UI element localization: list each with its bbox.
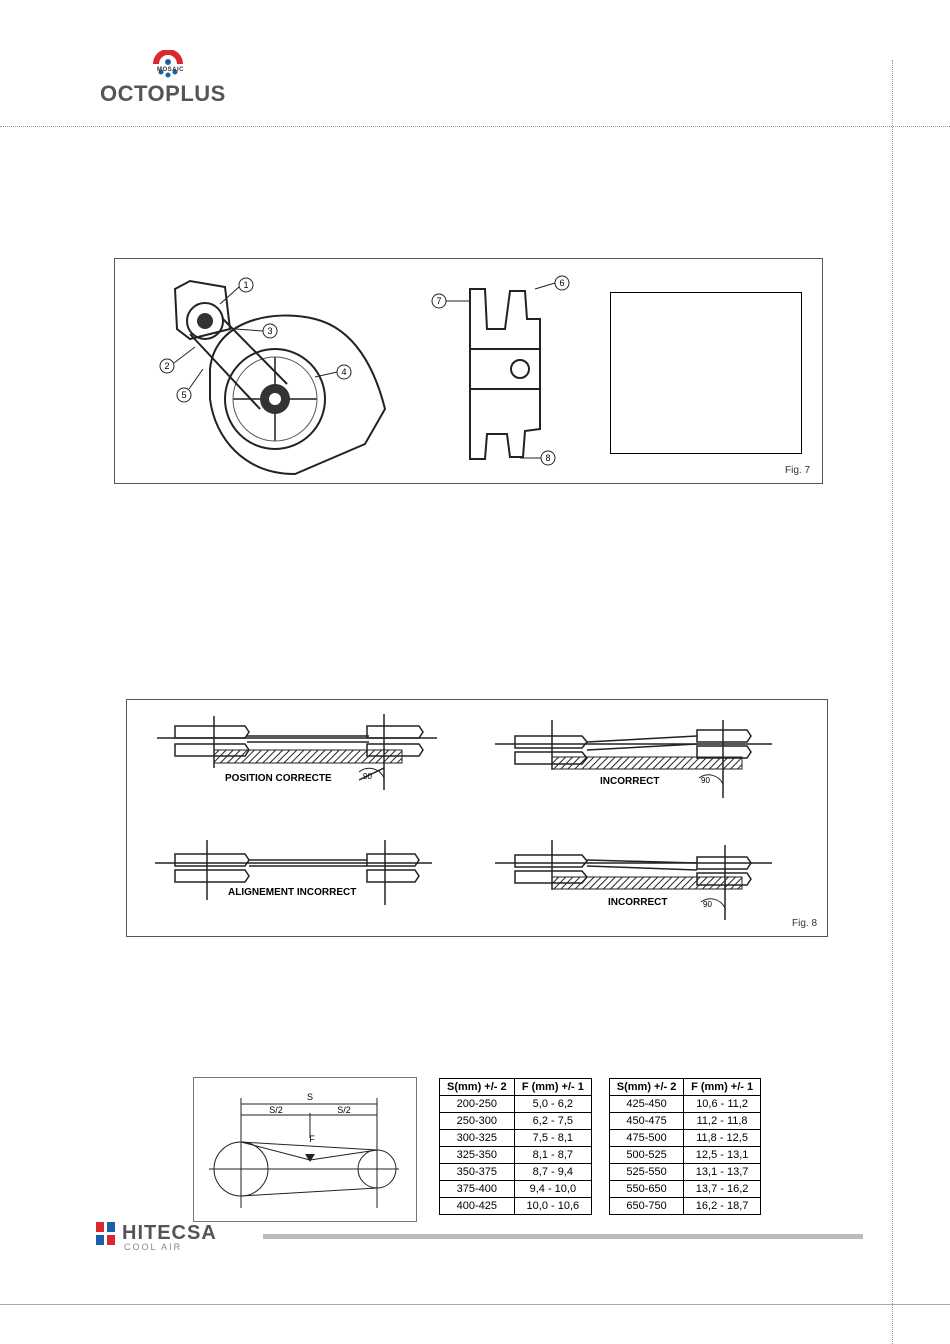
label-misalignment: ALIGNEMENT INCORRECT <box>228 887 357 898</box>
table-cell: 450-475 <box>610 1113 684 1130</box>
table-cell: 650-750 <box>610 1198 684 1215</box>
tension-table-2 <box>609 1078 761 1215</box>
table-row <box>610 1096 761 1113</box>
table-cell: 8,1 - 8,7 <box>514 1147 591 1164</box>
table-row <box>440 1130 592 1147</box>
table-cell: 16,2 - 18,7 <box>684 1198 761 1215</box>
alignment-diagrams <box>127 700 827 936</box>
table-cell: 7,5 - 8,1 <box>514 1130 591 1147</box>
table-row <box>610 1130 761 1147</box>
table-header-row <box>610 1079 761 1096</box>
angle-label-1: 90 <box>363 772 372 781</box>
empty-note-box <box>610 292 802 454</box>
column-header-f: F (mm) +/- 1 <box>684 1079 761 1096</box>
table-cell: 350-375 <box>440 1164 515 1181</box>
table-cell: 475-500 <box>610 1130 684 1147</box>
callout-8: 8 <box>545 453 551 463</box>
table-cell: 10,0 - 10,6 <box>514 1198 591 1215</box>
table-cell: 250-300 <box>440 1113 515 1130</box>
table-row <box>610 1181 761 1198</box>
footer-divider <box>0 1304 950 1305</box>
table-cell: 13,7 - 16,2 <box>684 1181 761 1198</box>
table-cell: 6,2 - 7,5 <box>514 1113 591 1130</box>
callout-3: 3 <box>267 326 273 336</box>
table-row <box>440 1096 592 1113</box>
belt-sketch <box>194 1078 416 1221</box>
callout-5: 5 <box>181 390 187 400</box>
table-cell: 325-350 <box>440 1147 515 1164</box>
footer-tagline: COOL AIR <box>124 1242 183 1252</box>
table-row <box>440 1147 592 1164</box>
table-cell: 300-325 <box>440 1130 515 1147</box>
figure-8 <box>126 699 828 937</box>
figure-8-caption: Fig. 8 <box>792 918 818 929</box>
callout-7: 7 <box>436 296 442 306</box>
column-header-s: S(mm) +/- 2 <box>440 1079 515 1096</box>
table-cell: 11,8 - 12,5 <box>684 1130 761 1147</box>
table-cell: 200-250 <box>440 1096 515 1113</box>
callout-4: 4 <box>341 367 347 377</box>
table-header-row <box>440 1079 592 1096</box>
label-correct-position: POSITION CORRECTE <box>225 773 332 784</box>
table-cell: 550-650 <box>610 1181 684 1198</box>
figure-7-caption: Fig. 7 <box>785 465 811 476</box>
angle-label-3: 90 <box>703 900 712 909</box>
header-divider <box>0 126 950 127</box>
label-incorrect-bottom: INCORRECT <box>608 897 668 908</box>
logo-subtext: MOSAIC <box>157 67 184 73</box>
table-cell: 5,0 - 6,2 <box>514 1096 591 1113</box>
table-cell: 12,5 - 13,1 <box>684 1147 761 1164</box>
table-row <box>440 1198 592 1215</box>
tension-table-1 <box>439 1078 592 1215</box>
table-cell: 8,7 - 9,4 <box>514 1164 591 1181</box>
table-row <box>610 1113 761 1130</box>
table-cell: 525-550 <box>610 1164 684 1181</box>
angle-label-2: 90 <box>701 776 710 785</box>
table-cell: 400-425 <box>440 1198 515 1215</box>
table-row <box>440 1181 592 1198</box>
table-row <box>440 1113 592 1130</box>
callout-6: 6 <box>559 278 565 288</box>
footer-brand: HITECSA <box>122 1222 217 1244</box>
table-cell: 9,4 - 10,0 <box>514 1181 591 1198</box>
callout-2: 2 <box>164 361 170 371</box>
label-s: S <box>306 1092 314 1102</box>
table-cell: 375-400 <box>440 1181 515 1198</box>
table-row <box>610 1164 761 1181</box>
octoplus-logo <box>100 50 240 108</box>
footer-bar <box>263 1234 863 1239</box>
label-s-half-right: S/2 <box>337 1105 351 1115</box>
belt-deflection-diagram <box>193 1077 417 1222</box>
label-incorrect-top: INCORRECT <box>600 776 660 787</box>
table-row <box>610 1147 761 1164</box>
table-cell: 10,6 - 11,2 <box>684 1096 761 1113</box>
table-cell: 11,2 - 11,8 <box>684 1113 761 1130</box>
column-header-f: F (mm) +/- 1 <box>514 1079 591 1096</box>
callout-1: 1 <box>243 280 249 290</box>
column-header-s: S(mm) +/- 2 <box>610 1079 684 1096</box>
hitecsa-emblem-icon <box>94 1220 120 1250</box>
table-cell: 425-450 <box>610 1096 684 1113</box>
logo-name: OCTOPLUS <box>100 81 226 106</box>
table-cell: 500-525 <box>610 1147 684 1164</box>
label-s-half-left: S/2 <box>269 1105 283 1115</box>
table-row <box>440 1164 592 1181</box>
table-row <box>610 1198 761 1215</box>
table-cell: 13,1 - 13,7 <box>684 1164 761 1181</box>
label-f: F <box>309 1134 315 1144</box>
margin-line <box>892 60 893 1344</box>
